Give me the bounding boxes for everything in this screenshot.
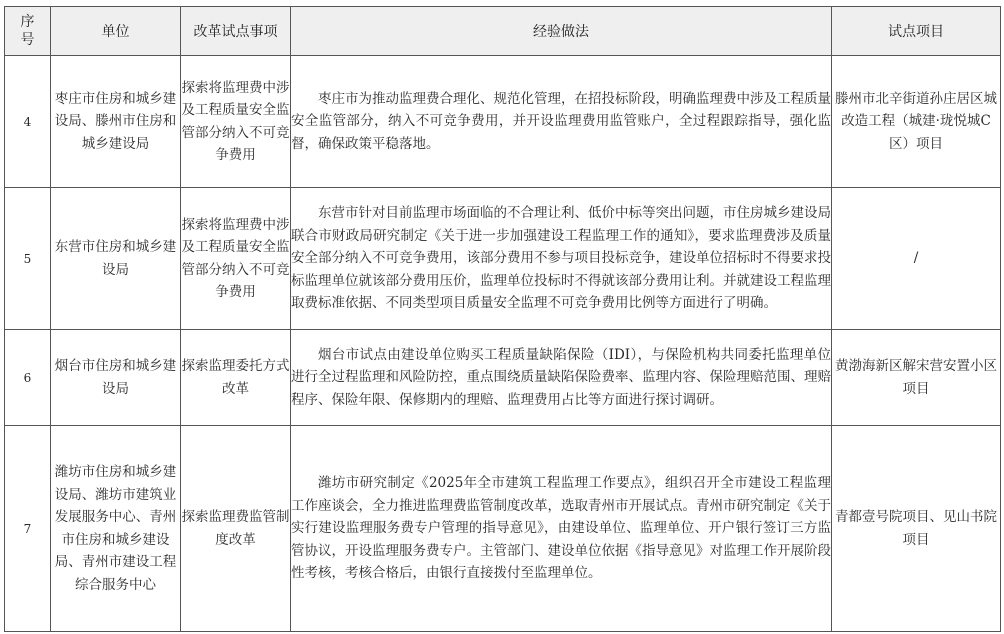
table-row [5, 56, 1001, 188]
row-pilot-project: 黄渤海新区解宋营安置小区项目 [832, 330, 1001, 426]
header-unit: 单位 [51, 7, 181, 56]
row-unit: 东营市住房和城乡建设局 [51, 188, 181, 330]
table-row [5, 426, 1001, 632]
table-header-row [5, 7, 1001, 56]
row-serial-number: 4 [5, 56, 51, 188]
row-reform-item: 探索监理费监管制度改革 [181, 426, 291, 632]
table-row [5, 188, 1001, 330]
row-experience-method-text: 烟台市试点由建设单位购买工程质量缺陷保险（IDI），与保险机构共同委托监理单位进行全过程监理和风险防控，重点围绕质量缺陷保险费率、监理内容、保险理赔范围、理赔程序、保险年限、保修期内的理赔、监理费用占比等方面进行探讨调研。 [291, 346, 831, 408]
row-reform-item: 探索将监理费中涉及工程质量安全监管部分纳入不可竞争费用 [181, 56, 291, 188]
header-serial-number-line-1: 序 [20, 14, 35, 30]
row-reform-item: 探索监理委托方式改革 [181, 330, 291, 426]
row-unit: 枣庄市住房和城乡建设局、滕州市住房和城乡建设局 [51, 56, 181, 188]
row-pilot-project: / [832, 188, 1001, 330]
row-serial-number: 5 [5, 188, 51, 330]
header-serial-number [5, 7, 51, 56]
row-experience-method-text: 潍坊市研究制定《2025年全市建筑工程监理工作要点》，组织召开全市建设工程监理工作座谈会，全力推进监理费监管制度改革，选取青州市开展试点。青州市研究制定《关于实行建设监理服务费专户管理的指导意见》，由建设单位、监理单位、开户银行签订三方监管协议，开设监理服务费专户。主管部门、建设单位依据《指导意见》对监理工作开展阶段性考核，考核合格后，由银行直接拨付至监理单位。 [291, 475, 831, 582]
row-serial-number: 6 [5, 330, 51, 426]
row-experience-method [291, 330, 832, 426]
row-experience-method-text: 枣庄市为推动监理费合理化、规范化管理，在招投标阶段，明确监理费中涉及工程质量安全监管部分，纳入不可竞争费用，并开设监理费用监管账户，全过程跟踪指导，强化监督，确保政策平稳落地。 [291, 90, 831, 152]
header-reform-item: 改革试点事项 [181, 7, 291, 56]
row-unit: 潍坊市住房和城乡建设局、潍坊市建筑业发展服务中心、青州市住房和城乡建设局、青州市建设工程综合服务中心 [51, 426, 181, 632]
table-row [5, 330, 1001, 426]
row-experience-method [291, 56, 832, 188]
header-pilot-project: 试点项目 [832, 7, 1001, 56]
pilot-reform-table [4, 6, 1001, 632]
row-experience-method [291, 426, 832, 632]
header-experience-method: 经验做法 [291, 7, 832, 56]
row-serial-number: 7 [5, 426, 51, 632]
header-serial-number-line-2: 号 [20, 32, 35, 48]
row-pilot-project: 青都壹号院项目、见山书院项目 [832, 426, 1001, 632]
row-experience-method [291, 188, 832, 330]
row-experience-method-text: 东营市针对目前监理市场面临的不合理让利、低价中标等突出问题，市住房城乡建设局联合市财政局研究制定《关于进一步加强建设工程监理工作的通知》，要求监理费涉及质量安全部分纳入不可竞争费用，该部分费用不参与项目投标竞争，建设单位招标时不得要求投标监理单位就该部分费用压价，监理单位投标时不得就该部分费用让利。并就建设工程监理取费标准依据、不同类型项目质量安全监理不可竞争费用比例等方面进行了明确。 [291, 205, 831, 312]
row-pilot-project: 滕州市北辛街道孙庄居区城改造工程（城建·珑悦城C区）项目 [832, 56, 1001, 188]
row-reform-item: 探索将监理费中涉及工程质量安全监管部分纳入不可竞争费用 [181, 188, 291, 330]
row-unit: 烟台市住房和城乡建设局 [51, 330, 181, 426]
